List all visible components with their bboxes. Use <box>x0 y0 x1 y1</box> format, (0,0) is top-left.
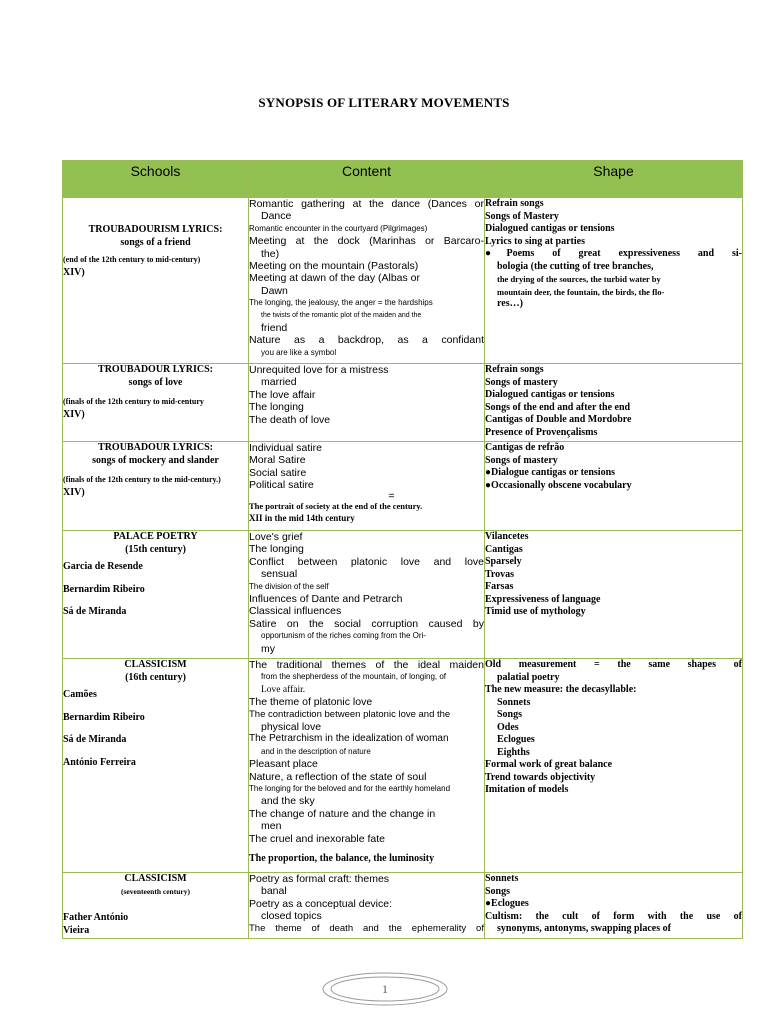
content-line: my <box>261 642 275 655</box>
shape-line: Sparsely <box>485 556 522 567</box>
school-cell <box>63 198 249 364</box>
content-line: Meeting on the mountain (Pastorals) <box>249 260 419 273</box>
school-subtitle: songs of love <box>128 376 183 388</box>
content-line: and the sky <box>261 795 315 808</box>
table-header-row <box>63 161 743 198</box>
school-period: (end of the 12th century to mid-century) <box>63 255 201 264</box>
header-schools: Schools <box>63 161 249 198</box>
school-period: (finals of the 12th century to the mid-century.) <box>63 475 221 484</box>
shape-line: Farsas <box>485 581 514 592</box>
shape-line: Songs of Mastery <box>485 210 559 222</box>
shape-line: Expressiveness of language <box>485 593 601 605</box>
content-line: married <box>261 376 297 389</box>
table-row <box>63 364 743 442</box>
table-row <box>63 531 743 659</box>
school-name: PALACE POETRY <box>113 531 198 542</box>
shape-cell <box>485 659 743 873</box>
content-line: you are like a symbol <box>261 347 337 357</box>
shape-line: Odes <box>497 721 519 733</box>
school-cell <box>63 873 249 939</box>
content-line: The cruel and inexorable fate <box>249 832 386 845</box>
school-name: TROUBADOURISM LYRICS: <box>88 224 223 235</box>
shape-line: Songs of mastery <box>485 454 558 466</box>
synopsis-table <box>62 160 743 939</box>
content-line: Meeting at the dock (Marinhas or Barcaro- <box>249 235 484 248</box>
school-cell <box>63 659 249 873</box>
content-line: opportunism of the riches coming from the Ori- <box>261 631 426 641</box>
content-cell <box>249 198 485 364</box>
content-line: sensual <box>261 568 298 581</box>
document-title: SYNOPSIS OF LITERARY MOVEMENTS <box>258 95 510 110</box>
content-line: Love's grief <box>249 531 303 543</box>
shape-line: Presence of Provençalisms <box>485 426 598 438</box>
table-row <box>63 659 743 873</box>
shape-line: res…) <box>497 298 523 309</box>
shape-cell <box>485 531 743 659</box>
author-name: Bernardim Ribeiro <box>63 711 145 723</box>
content-line: banal <box>261 885 287 898</box>
author-name: Sá de Miranda <box>63 606 127 617</box>
school-period: (finals of the 12th century to mid-century <box>63 397 204 406</box>
shape-line: Cantigas <box>485 543 523 555</box>
content-cell <box>249 364 485 442</box>
table-row <box>63 442 743 531</box>
shape-line: Sonnets <box>485 873 519 884</box>
content-line: Social satire <box>249 466 307 479</box>
content-cell <box>249 442 485 531</box>
content-line: The longing for the beloved and for the earthly homeland <box>249 784 451 794</box>
content-line: The division of the self <box>249 581 329 591</box>
content-line: men <box>261 820 282 833</box>
shape-cell <box>485 873 743 939</box>
content-cell <box>249 531 485 659</box>
content-line: Poetry as a conceptual device: <box>249 897 393 910</box>
content-line: Romantic gathering at the dance (Dances or <box>249 198 484 210</box>
shape-line: Cantigas of Double and Mordobre <box>485 414 632 425</box>
shape-line: Eighths <box>497 746 530 758</box>
school-period-end: XIV) <box>63 266 85 278</box>
header-shape: Shape <box>485 161 743 198</box>
shape-line: Songs <box>497 709 523 720</box>
shape-line: Sonnets <box>497 696 531 708</box>
shape-line: Songs of the end and after the end <box>485 401 631 413</box>
shape-line: Lyrics to sing at parties <box>485 235 585 247</box>
school-name: CLASSICISM <box>124 659 187 670</box>
content-line: Dawn <box>261 284 288 297</box>
shape-cell <box>485 442 743 531</box>
shape-line: palatial poetry <box>497 671 560 683</box>
shape-line: Timid use of mythology <box>485 606 586 617</box>
content-line: Moral Satire <box>249 454 306 467</box>
author-name: Bernardim Ribeiro <box>63 583 145 595</box>
shape-line: Refrain songs <box>485 198 544 209</box>
content-line: The contradiction between platonic love and the <box>249 708 451 720</box>
content-line: The proportion, the balance, the luminosity <box>249 853 435 865</box>
content-line: Nature, a reflection of the state of soul <box>249 770 427 783</box>
content-line: physical love <box>261 721 322 734</box>
content-line: The portrait of society at the end of the century. <box>249 500 423 511</box>
content-line: The longing <box>249 401 304 414</box>
content-line: The longing, the jealousy, the anger = the hardships <box>249 298 433 308</box>
shape-line: ●Dialogue cantigas or tensions <box>485 467 616 478</box>
content-line: Political satire <box>249 479 314 492</box>
shape-line: The new measure: the decasyllable: <box>485 684 637 695</box>
shape-cell <box>485 364 743 442</box>
header-content: Content <box>249 161 485 198</box>
table-row <box>63 198 743 364</box>
content-line: Meeting at dawn of the day (Albas or <box>249 272 421 285</box>
shape-line: Vilancetes <box>485 531 529 542</box>
shape-line: ●Eclogues <box>485 898 529 909</box>
shape-line: Cultism: the cult of form with the use of <box>485 910 742 922</box>
school-period-end: XIV) <box>63 408 85 420</box>
shape-line: Formal work of great balance <box>485 759 613 770</box>
author-name: Camões <box>63 689 97 700</box>
content-line: The theme of platonic love <box>249 696 373 709</box>
shape-line: ●Poems of great expressiveness and si- <box>485 248 742 259</box>
content-line: the) <box>261 247 280 260</box>
author-name: Vieira <box>63 924 90 936</box>
content-line: and in the description of nature <box>261 746 371 756</box>
content-line: Love affair. <box>261 684 306 695</box>
school-period: (seventeenth century) <box>121 886 190 896</box>
school-name: CLASSICISM <box>124 873 187 884</box>
school-cell <box>63 531 249 659</box>
content-line: Poetry as formal craft: themes <box>249 873 390 885</box>
author-name: António Ferreira <box>63 756 136 768</box>
author-name: Garcia de Resende <box>63 561 143 572</box>
shape-line: Dialogued cantigas or tensions <box>485 223 615 234</box>
content-line: The death of love <box>249 413 331 426</box>
content-line: closed topics <box>261 910 322 923</box>
content-line: The longing <box>249 543 304 556</box>
school-cell <box>63 442 249 531</box>
table-row <box>63 873 743 939</box>
content-line: from the shepherdess of the mountain, of longing, of <box>261 672 447 682</box>
shape-line: mountain deer, the fountain, the birds, the flo- <box>497 286 665 297</box>
content-line: The traditional themes of the ideal maiden <box>249 659 484 671</box>
author-name: Sá de Miranda <box>63 734 127 745</box>
shape-line: Trovas <box>485 568 515 580</box>
page-number-badge <box>322 972 448 1006</box>
content-line: Unrequited love for a mistress <box>249 364 389 376</box>
content-cell <box>249 873 485 939</box>
school-subtitle: songs of a friend <box>120 236 191 248</box>
content-line: The theme of death and the ephemerality of <box>249 922 484 934</box>
content-line: Classical influences <box>249 605 342 618</box>
shape-line: Old measurement = the same shapes of <box>485 659 742 670</box>
page-number: 1 <box>382 982 388 996</box>
shape-line: synonyms, antonyms, swapping places of <box>497 923 671 934</box>
shape-line: Cantigas de refrão <box>485 442 565 453</box>
shape-line: ●Occasionally obscene vocabulary <box>485 479 632 491</box>
school-subtitle: songs of mockery and slander <box>92 454 219 466</box>
author-name: Father António <box>63 912 129 923</box>
content-line: XII in the mid 14th century <box>249 513 355 524</box>
content-line: Nature as a backdrop, as a confidant <box>249 334 484 347</box>
content-line: = <box>388 489 395 502</box>
content-line: Satire on the social corruption caused by <box>249 617 484 630</box>
content-line: The change of nature and the change in <box>249 807 436 820</box>
shape-line: Trend towards objectivity <box>485 771 596 783</box>
shape-line: Dialogued cantigas or tensions <box>485 389 615 400</box>
content-line: The Petrarchism in the idealization of woman <box>249 733 449 745</box>
shape-line: Songs of mastery <box>485 376 558 388</box>
content-line: Influences of Dante and Petrarch <box>249 593 403 606</box>
shape-line: Refrain songs <box>485 364 544 375</box>
content-line: Pleasant place <box>249 758 318 771</box>
shape-line: Imitation of models <box>485 784 569 795</box>
content-line: Romantic encounter in the courtyard (Pilgrimages) <box>249 223 428 233</box>
shape-cell <box>485 198 743 364</box>
shape-line: Eclogues <box>497 734 535 745</box>
content-line: Dance <box>261 210 292 223</box>
content-line: the twists of the romantic plot of the maiden and the <box>261 311 422 319</box>
school-name: TROUBADOUR LYRICS: <box>98 364 213 375</box>
content-line: The love affair <box>249 388 316 401</box>
school-period: (16th century) <box>125 671 186 683</box>
school-period-end: XIV) <box>63 486 85 498</box>
shape-line: bologia (the cutting of tree branches, <box>497 260 654 272</box>
content-line: Conflict between platonic love and love <box>249 555 484 568</box>
school-period: (15th century) <box>125 543 186 555</box>
content-cell <box>249 659 485 873</box>
school-name: TROUBADOUR LYRICS: <box>98 442 213 453</box>
shape-line: the drying of the sources, the turbid water by <box>497 274 661 284</box>
shape-line: Songs <box>485 885 511 897</box>
school-cell <box>63 364 249 442</box>
content-line: Individual satire <box>249 442 322 454</box>
content-line: friend <box>261 322 288 335</box>
